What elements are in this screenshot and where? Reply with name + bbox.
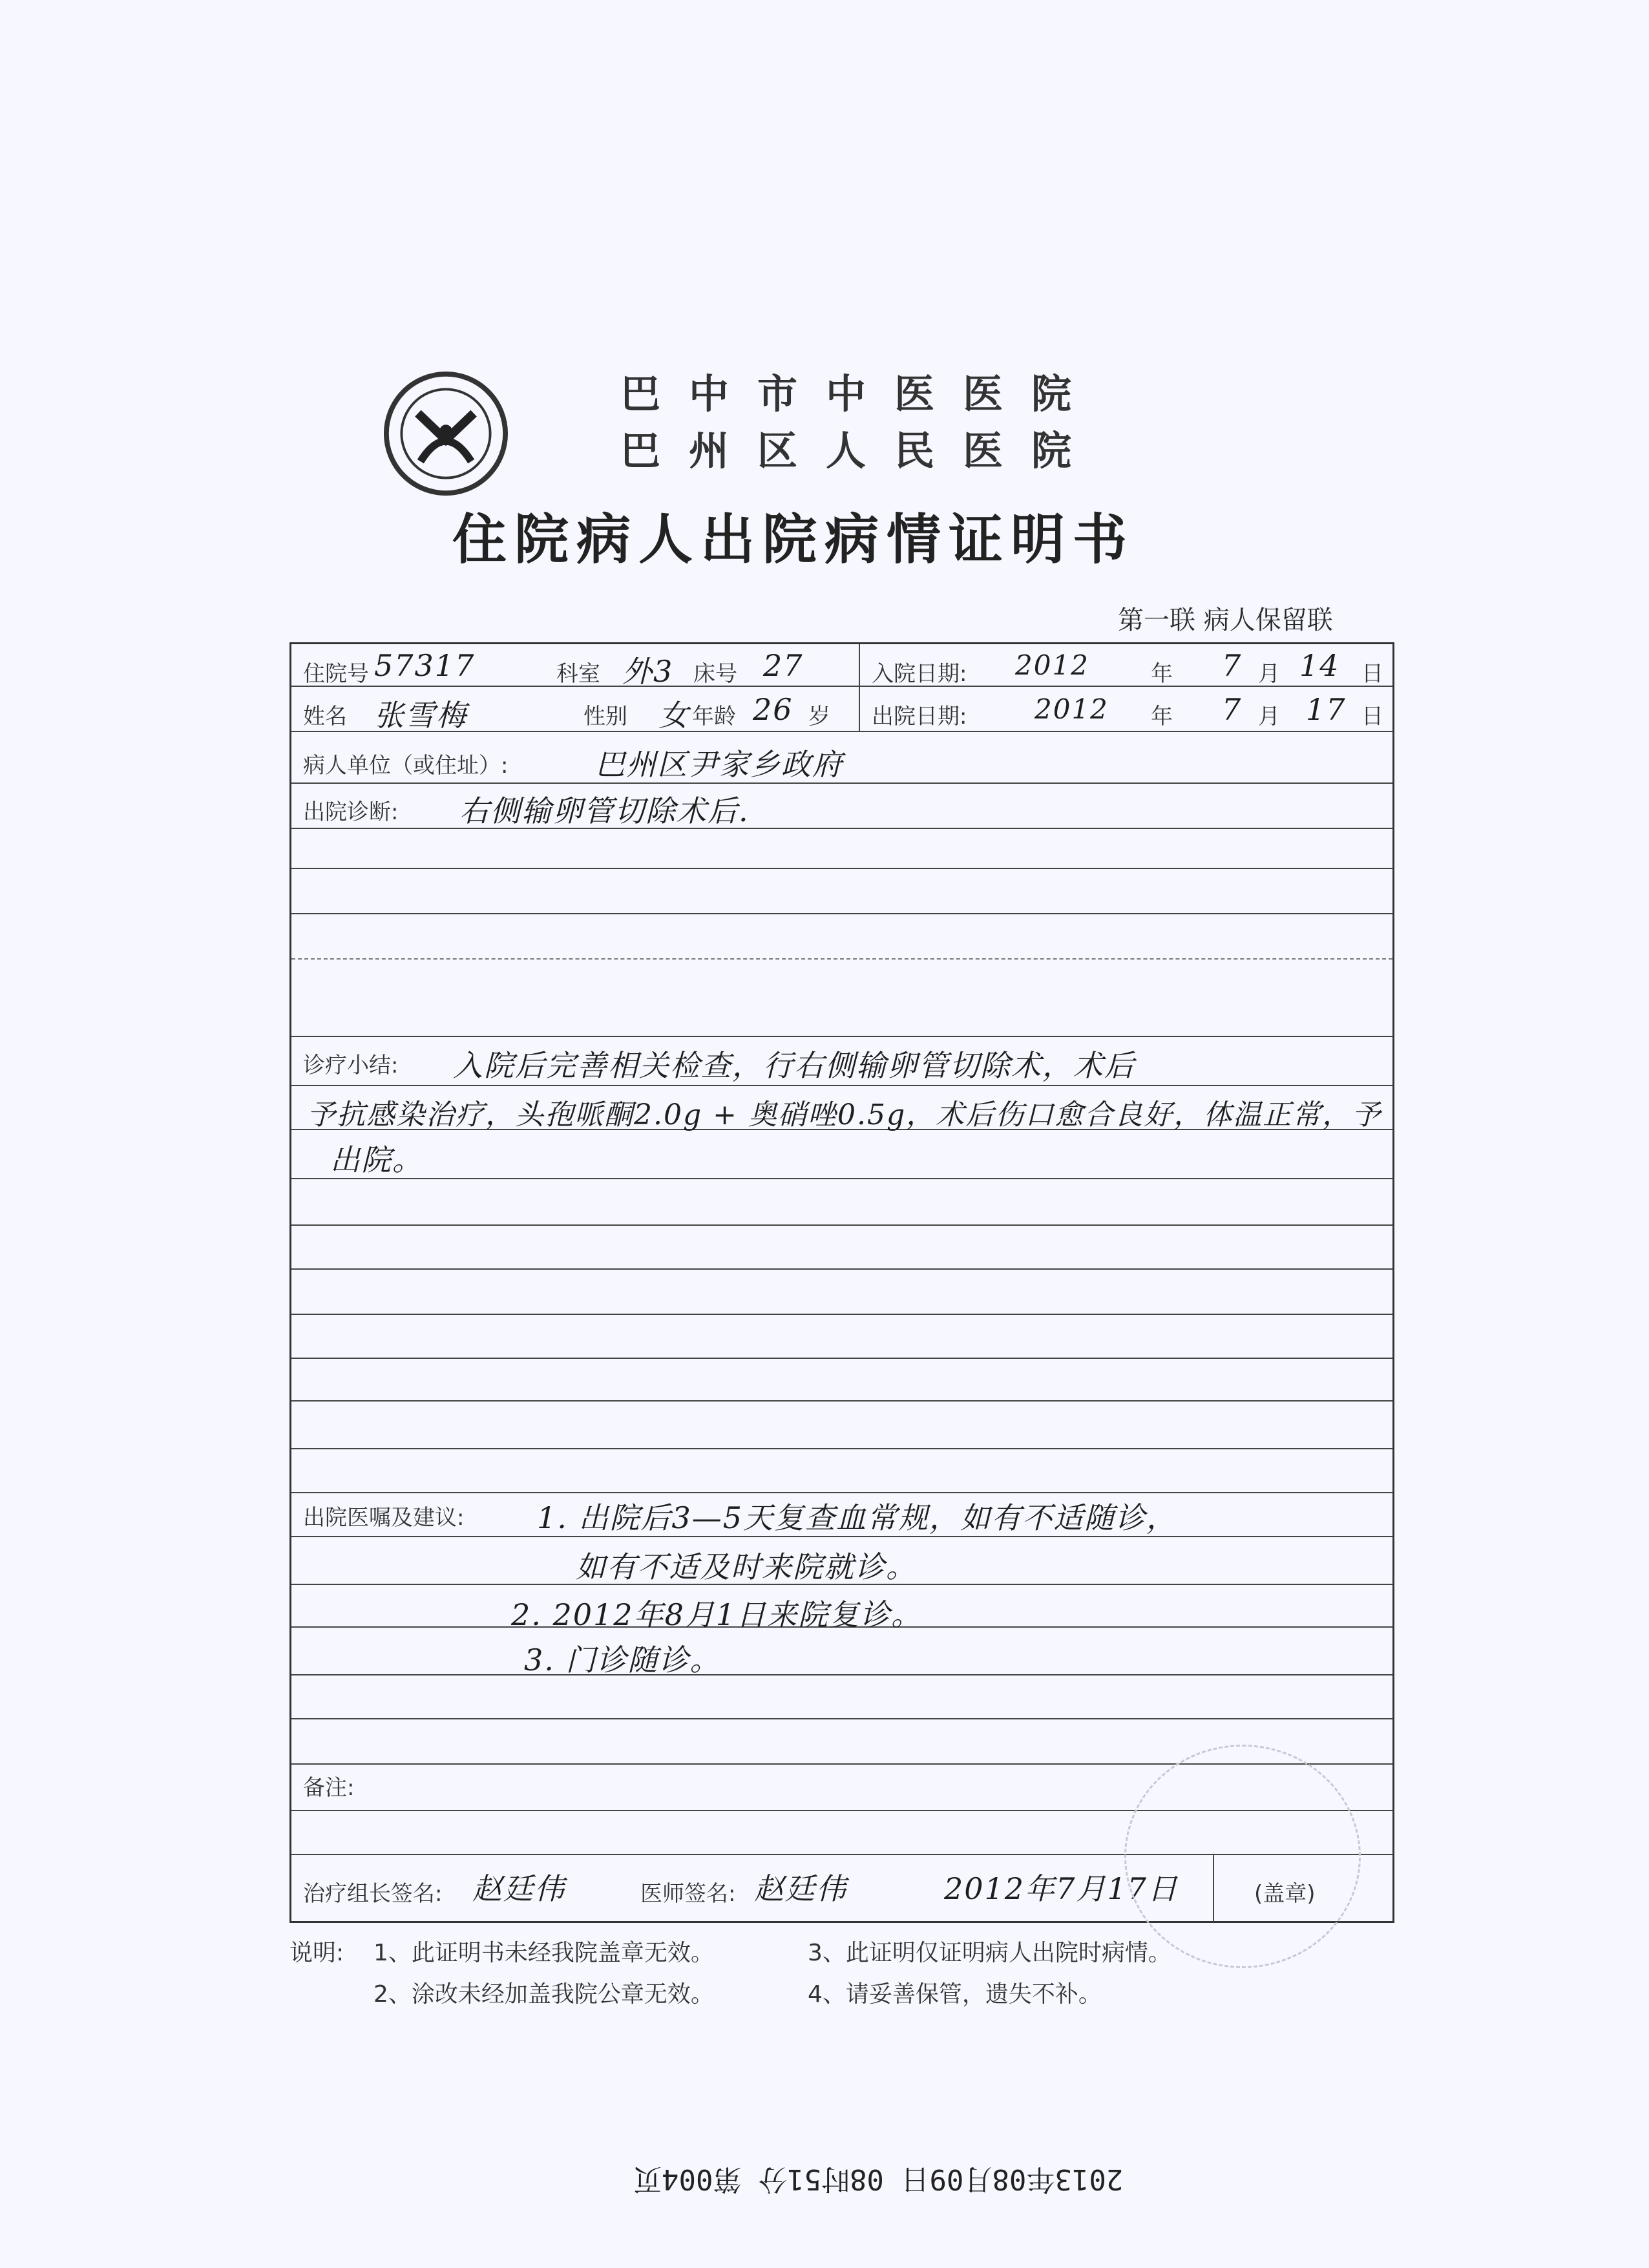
hospital-logo [383,370,509,497]
advice-label: 出院医嘱及建议: [303,1505,465,1531]
department-label: 科室 [556,661,600,687]
diagnosis-label: 出院诊断: [303,799,399,825]
discharge-year: 2012 [1035,693,1109,725]
notes-lead: 说明: [289,1940,344,1966]
name-label: 姓名 [303,704,347,730]
discharge-month-char: 月 [1258,704,1280,730]
bed-no-value: 27 [763,648,804,683]
inpatient-no-value: 57317 [374,648,476,683]
admission-month: 7 [1222,648,1243,683]
treatment-line-1: 入院后完善相关检查，行右侧输卵管切除术，术后 [453,1048,1135,1083]
bed-no-label: 床号 [693,661,737,687]
note-item-4: 4、请妥善保管，遗失不补。 [808,1981,1102,2008]
advice-line-1: 1. 出院后3—5天复查血常规，如有不适随诊， [537,1500,1178,1535]
remarks-label: 备注: [303,1775,355,1801]
inpatient-no-label: 住院号 [303,661,369,687]
advice-line-2: 如有不适及时来院就诊。 [576,1549,917,1584]
address-value: 巴州区尹家乡政府 [595,747,843,782]
treatment-line-3: 出院。 [330,1142,423,1177]
gender-value: 女 [658,698,689,733]
discharge-year-char: 年 [1151,704,1173,730]
treatment-line-2: 予抗感染治疗，头孢哌酮2.0g + 奥硝唑0.5g，术后伤口愈合良好，体温正常，予 [307,1098,1382,1131]
discharge-day: 17 [1306,692,1347,727]
hospital-name-1: 巴中市中医医院 [620,370,1100,417]
name-value: 张雪梅 [374,698,467,733]
age-unit: 岁 [808,704,830,730]
sign-date: 2012年7月17日 [944,1871,1179,1906]
note-item-2: 2、涂改未经加盖我院公章无效。 [373,1981,714,2008]
seal-label: (盖章) [1254,1881,1316,1907]
treatment-label: 诊疗小结: [303,1053,399,1078]
department-value: 外3 [622,654,674,689]
document-title: 住院病人出院病情证明书 [452,508,1135,571]
certificate-form [289,642,1394,1923]
note-item-1: 1、此证明书未经我院盖章无效。 [373,1940,714,1966]
admission-day-char: 日 [1361,661,1383,687]
doctor-sign-label: 医师签名: [640,1881,736,1907]
leader-signature: 赵廷伟 [472,1871,565,1906]
discharge-day-char: 日 [1361,704,1383,730]
address-label: 病人单位（或住址）: [303,753,509,779]
hospital-name-2: 巴州区人民医院 [620,427,1100,474]
admission-year-char: 年 [1151,661,1173,687]
discharge-date-label: 出院日期: [872,704,967,730]
age-label: 年龄 [692,704,736,730]
discharge-month: 7 [1222,692,1243,727]
advice-line-4: 3. 门诊随诊。 [524,1643,721,1677]
gender-label: 性别 [583,704,627,730]
copy-label: 第一联 病人保留联 [1118,605,1333,635]
admission-day: 14 [1299,648,1340,683]
age-value: 26 [753,692,793,727]
print-timestamp: 2013年08月09日 08时51分 第004页 [633,2163,1124,2196]
admission-year: 2012 [1015,649,1089,681]
leader-sign-label: 治疗组长签名: [303,1881,443,1907]
doctor-signature: 赵廷伟 [754,1871,847,1906]
admission-date-label: 入院日期: [872,661,967,687]
advice-line-3: 2. 2012年8月1日来院复诊。 [511,1597,923,1632]
admission-month-char: 月 [1258,661,1280,687]
diagnosis-value: 右侧输卵管切除术后. [459,793,750,828]
note-item-3: 3、此证明仅证明病人出院时病情。 [808,1940,1171,1966]
